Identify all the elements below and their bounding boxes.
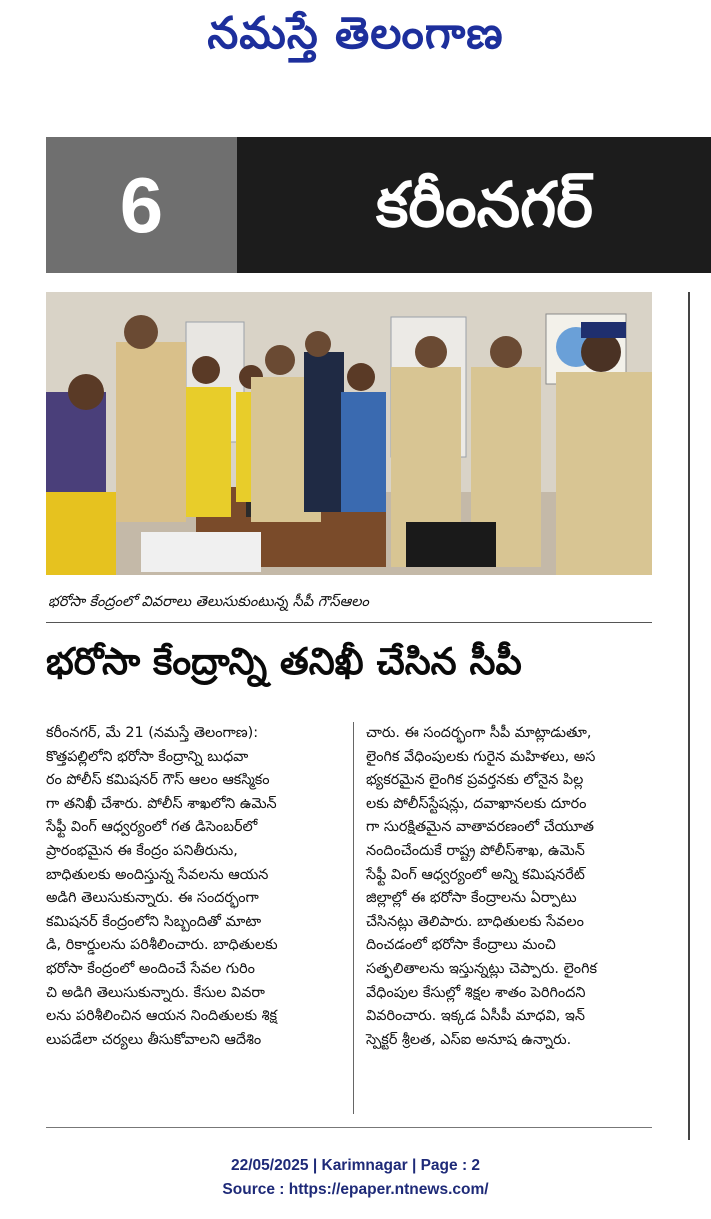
- article-line: గా తనిఖీ చేశారు. పోలీస్ శాఖలోని ఉమెన్: [46, 795, 277, 812]
- photo-person-3: [186, 387, 231, 517]
- article-line: లైంగిక వేధింపులకు గురైన మహిళలు, అస: [366, 748, 596, 765]
- article-line: చేసినట్లు తెలిపారు. బాధితులకు సేవలం: [366, 913, 584, 930]
- article-line: సేఫ్టీ వింగ్ ఆధ్వర్యంలో గత డిసెంబర్‌లో: [46, 819, 258, 836]
- article-line: లుపడేలా చర్యలు తీసుకోవాలని ఆదేశిం: [46, 1031, 262, 1048]
- article-line: లకు పోలీస్‌స్టేషన్లు, దవాఖానలకు దూరం: [366, 795, 587, 812]
- article-line: డి, రికార్డులను పరిశీలించారు. బాధితులకు: [46, 937, 278, 954]
- photo-person-7: [341, 392, 386, 512]
- article-line: వేధింపుల కేసుల్లో శిక్షల శాతం పెరిగిందని: [366, 984, 586, 1001]
- article-line: స్పెక్టర్ శ్రీలత, ఎస్ఐ అనూష ఉన్నారు.: [366, 1031, 572, 1048]
- photo-person-10: [556, 372, 652, 575]
- column-divider: [353, 722, 354, 1114]
- footer-rule: [46, 1127, 652, 1128]
- article-column-right: [366, 722, 662, 1052]
- column-divider-right: [688, 292, 690, 1140]
- page-number: 6: [46, 137, 237, 273]
- article-line: భరోసా కేంద్రంలో అందించే సేవల గురిం: [46, 960, 255, 977]
- photo-printer: [141, 532, 261, 572]
- article-line: లను పరిశీలించిన ఆయన నిందితులకు శిక్ష: [46, 1008, 278, 1025]
- article-line: చారు. ఈ సందర్భంగా సీపీ మాట్లాడుతూ,: [366, 725, 592, 741]
- photo-chair: [406, 522, 496, 567]
- article-line: కమిషనర్ కేంద్రంలోని సిబ్బందితో మాటా: [46, 913, 262, 930]
- section-title: కరీంనగర్: [376, 168, 594, 241]
- article-line: గా సురక్షితమైన వాతావరణంలో చేయూత: [366, 819, 595, 836]
- article-line: దించడంలో భరోసా కేంద్రాలు మంచి: [366, 937, 556, 954]
- photo-caption: భరోసా కేంద్రంలో వివరాలు తెలుసుకుంటున్న సీపీ గౌస్‌ఆలం: [48, 594, 369, 610]
- footer-date-edition: 22/05/2025 | Karimnagar | Page : 2: [230, 1157, 481, 1174]
- article-column-left: [46, 722, 342, 1052]
- news-photo: [46, 292, 652, 575]
- article-line: నందించేందుకే రాష్ట్ర పోలీస్‌శాఖ, ఉమెన్: [366, 842, 585, 859]
- article-line: కరీంనగర్, మే 21 (నమస్తే తెలంగాణ):: [46, 725, 259, 741]
- article-line: వివరించారు. ఇక్కడ ఏసీపీ మాధవి, ఇన్: [366, 1008, 585, 1025]
- masthead-logo: నమస్తే తెలంగాణ: [207, 8, 504, 59]
- article-line: ప్రారంభమైన ఈ కేంద్రం పనితీరును,: [46, 842, 238, 859]
- article-line: బాధితులకు అందిస్తున్న సేవలను ఆయన: [46, 866, 269, 883]
- article-line: అడిగి తెలుసుకున్నారు. ఈ సందర్భంగా: [46, 890, 259, 907]
- article-headline: భరోసా కేంద్రాన్ని తనిఖీ చేసిన సీపీ: [46, 640, 522, 683]
- article-line: జిల్లాల్లో ఈ భరోసా కేంద్రాలను ఏర్పాటు: [366, 890, 577, 907]
- photo-person-2: [116, 342, 186, 522]
- article-line: భ్యకరమైన లైంగిక ప్రవర్తనకు లోనైన పిల్ల: [366, 772, 584, 789]
- footer-source-link[interactable]: Source : https://epaper.ntnews.com/: [222, 1181, 489, 1198]
- article-line: చి అడిగి తెలుసుకున్నారు. కేసుల వివరా: [46, 984, 265, 1001]
- article-line: రం పోలీస్ కమిషనర్ గౌస్ ఆలం ఆకస్మికం: [46, 772, 270, 789]
- article-line: కొత్తపల్లిలోని భరోసా కేంద్రాన్ని బుధవా: [46, 748, 249, 765]
- photo-person-6: [304, 352, 344, 512]
- article-line: సత్ఫలితాలను ఇస్తున్నట్లు చెప్పారు. లైంగిక: [366, 960, 597, 977]
- caption-rule: [46, 622, 652, 623]
- article-line: సేఫ్టీ వింగ్ ఆధ్వర్యంలో అన్ని కమిషనరేట్: [366, 866, 585, 883]
